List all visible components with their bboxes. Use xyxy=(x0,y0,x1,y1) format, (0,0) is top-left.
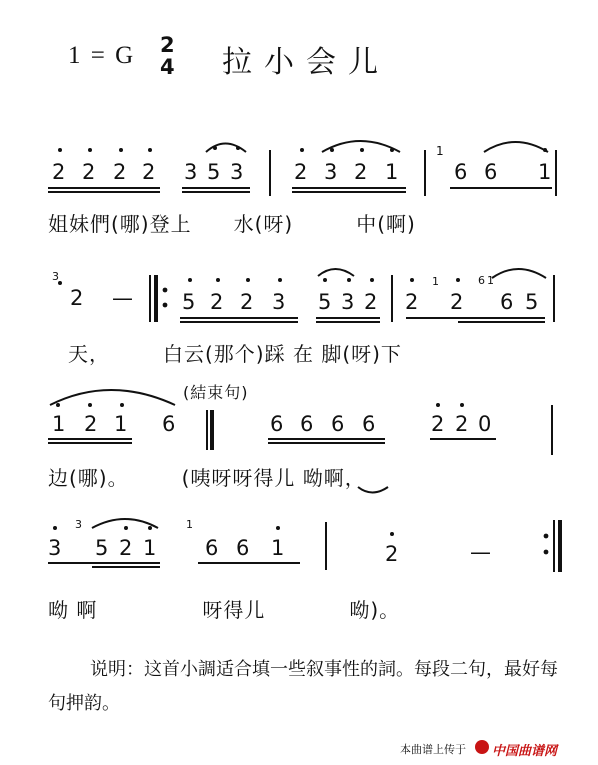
note: 2 xyxy=(455,412,469,436)
note: 2 xyxy=(70,286,84,310)
note: 2 xyxy=(431,412,445,436)
note: 5 xyxy=(95,536,109,560)
grace-note: 1 xyxy=(432,275,439,288)
note: 2 xyxy=(210,290,224,314)
grace-note: 3 xyxy=(75,518,82,531)
note: 6 xyxy=(484,160,498,184)
note: 2 xyxy=(364,290,378,314)
note: 1 xyxy=(114,412,128,436)
note: 2 xyxy=(405,290,419,314)
note: 0 xyxy=(478,412,492,436)
note: 6 xyxy=(300,412,314,436)
note: 3 xyxy=(48,536,62,560)
note: 6 xyxy=(500,290,514,314)
note: 2 xyxy=(354,160,368,184)
note: 6 xyxy=(454,160,468,184)
note: 2 xyxy=(52,160,66,184)
explanation-note: 说明：这首小調适合填一些叙事性的詞。每段二句，最好每句押韵。 xyxy=(48,659,558,714)
note: 2 xyxy=(84,412,98,436)
note: — xyxy=(470,540,491,564)
lyrics-row-3: 边(哪)。 (咦呀呀得儿 呦啊， xyxy=(48,466,366,490)
note: — xyxy=(112,286,133,310)
grace-note: 1 xyxy=(487,274,494,287)
note: 1 xyxy=(143,536,157,560)
grace-note: 6 xyxy=(478,274,485,287)
note: 2 xyxy=(82,160,96,184)
note: 2 xyxy=(142,160,156,184)
song-title: 拉小会儿 xyxy=(222,45,390,80)
key-signature: 1 = G xyxy=(68,42,136,69)
note: 3 xyxy=(184,160,198,184)
note: 5 xyxy=(318,290,332,314)
note: 2 xyxy=(385,542,399,566)
note: 6 xyxy=(205,536,219,560)
note: 1 xyxy=(385,160,399,184)
note: 5 xyxy=(525,290,539,314)
note: 6 xyxy=(270,412,284,436)
lyrics-row-1: 姐妹們(哪)登上 水(呀) 中(啊) xyxy=(48,212,416,236)
ending-annotation: (結束句) xyxy=(183,383,249,402)
time-signature-top: 2 xyxy=(160,33,175,57)
footer-label: 本曲谱上传于 xyxy=(400,743,466,756)
grace-note: 3 xyxy=(52,270,59,283)
note: 6 xyxy=(162,412,176,436)
note: 1 xyxy=(52,412,66,436)
note: 2 xyxy=(119,536,133,560)
lyrics-row-4: 呦 啊 呀得儿 呦)。 xyxy=(48,598,401,622)
site-brand[interactable]: 中国曲谱网 xyxy=(492,744,558,759)
note: 3 xyxy=(324,160,338,184)
grace-note: 1 xyxy=(186,518,193,531)
note: 3 xyxy=(341,290,355,314)
time-signature-bottom: 4 xyxy=(160,55,175,79)
site-logo-icon xyxy=(475,740,489,754)
note: 2 xyxy=(240,290,254,314)
lyrics-row-2: 天， 白云(那个)踩 在 脚(呀)下 xyxy=(68,342,402,366)
note: 3 xyxy=(230,160,244,184)
note: 5 xyxy=(182,290,196,314)
note: 1 xyxy=(271,536,285,560)
note: 2 xyxy=(113,160,127,184)
grace-note: 1 xyxy=(436,144,444,158)
note: 6 xyxy=(362,412,376,436)
note: 2 xyxy=(294,160,308,184)
note: 6 xyxy=(236,536,250,560)
note: 2 xyxy=(450,290,464,314)
note: 6 xyxy=(331,412,345,436)
note: 1 xyxy=(538,160,552,184)
note: 3 xyxy=(272,290,286,314)
note: 5 xyxy=(207,160,221,184)
